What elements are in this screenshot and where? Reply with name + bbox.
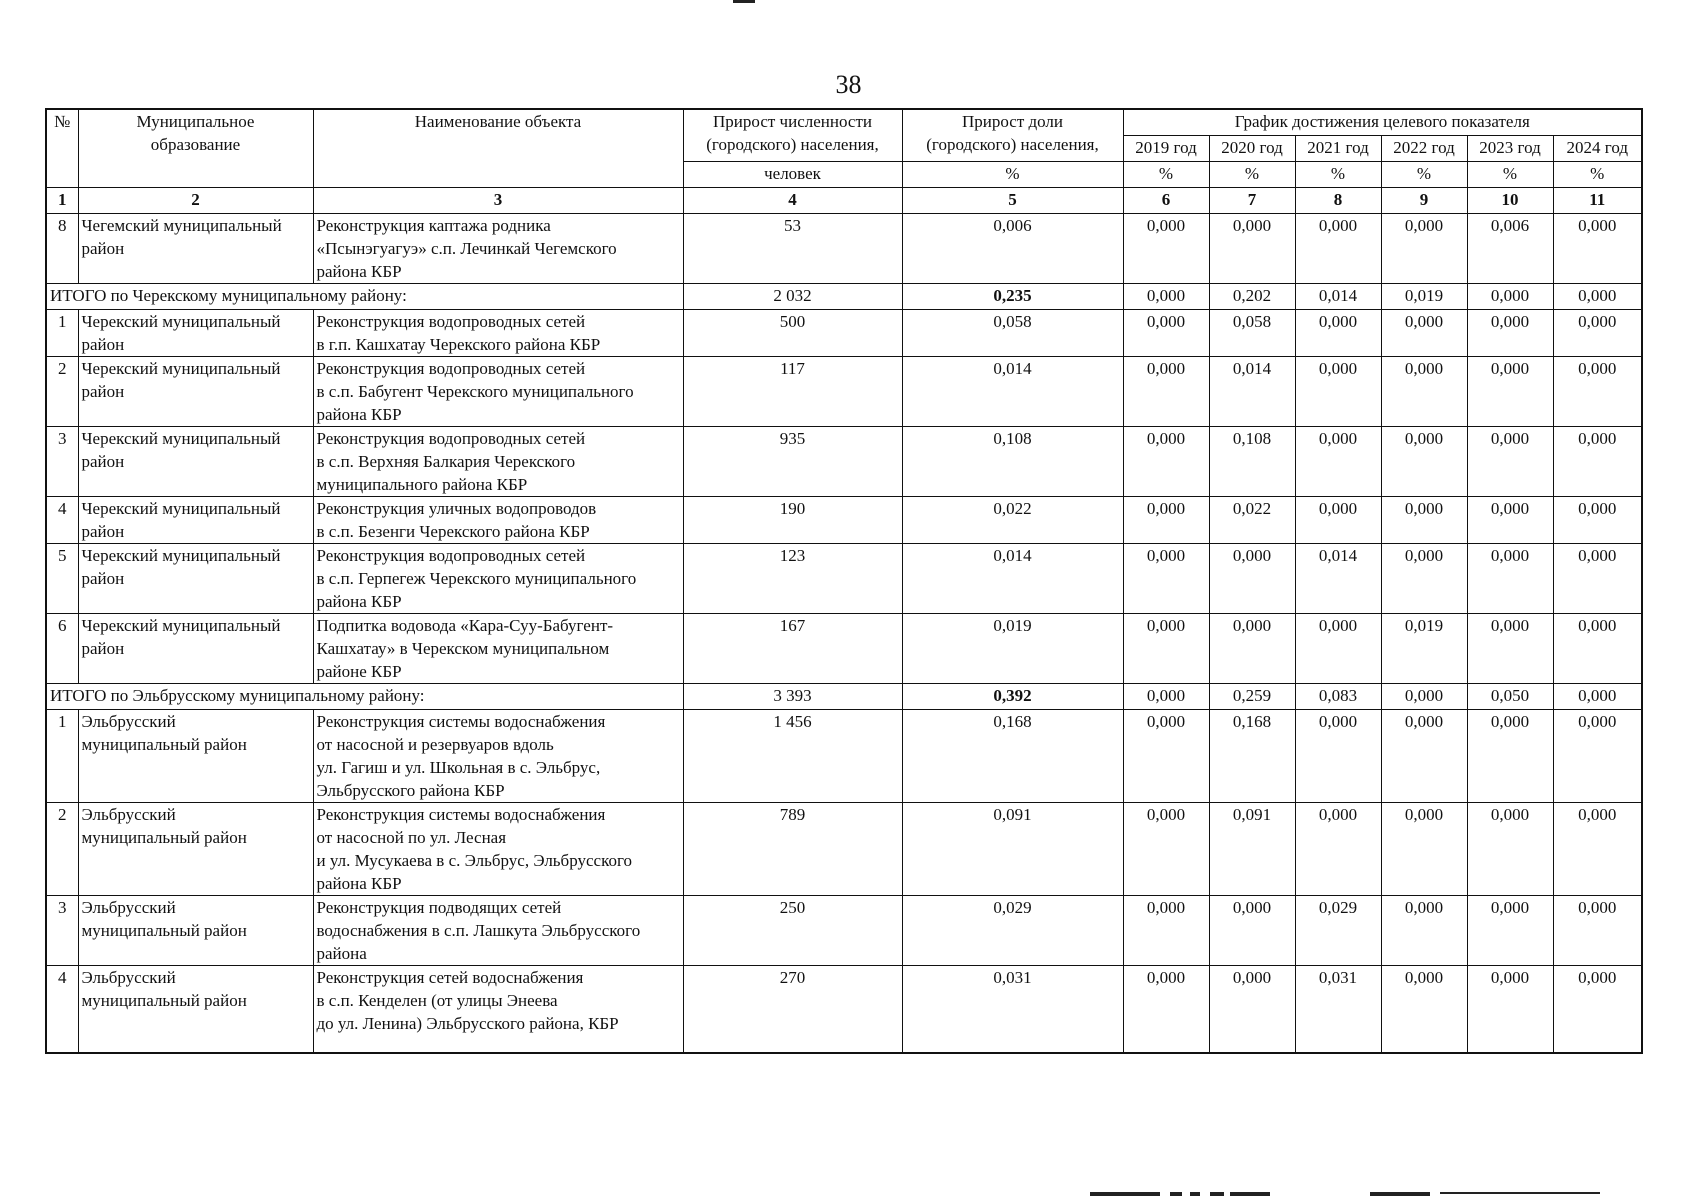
header-share-growth: Прирост доли (городского) населения,: [902, 109, 1123, 161]
year-value-cell: 0,000: [1123, 213, 1209, 283]
year-value-cell: 0,000: [1295, 613, 1381, 683]
year-value-cell: 0,031: [1295, 965, 1381, 1053]
object-row: [46, 543, 1642, 613]
year-value-cell: 0,000: [1553, 683, 1642, 709]
object-row: [46, 895, 1642, 965]
year-value-cell: 0,000: [1553, 283, 1642, 309]
year-value-cell: 0,000: [1553, 309, 1642, 356]
header-municipality: Муниципальное образование: [78, 109, 313, 187]
year-value-cell: 0,091: [1209, 802, 1295, 895]
population-growth-cell: 53: [683, 213, 902, 283]
bottom-edge-marks: [1090, 1192, 1610, 1197]
header-year: 2019 год: [1123, 135, 1209, 161]
year-value-cell: 0,000: [1553, 965, 1642, 1053]
year-value-cell: 0,000: [1123, 683, 1209, 709]
row-number: 1: [46, 709, 78, 802]
year-value-cell: 0,168: [1209, 709, 1295, 802]
year-value-cell: 0,000: [1381, 309, 1467, 356]
year-value-cell: 0,000: [1123, 613, 1209, 683]
header-unit-percent: %: [902, 161, 1123, 187]
year-value-cell: 0,000: [1381, 356, 1467, 426]
share-growth-cell: 0,014: [902, 543, 1123, 613]
object-name-cell: Реконструкция уличных водопроводов в с.п. Безенги Черекского района КБР: [313, 496, 683, 543]
header-unit-percent: %: [1295, 161, 1381, 187]
target-indicator-table: [45, 108, 1643, 1054]
share-growth-cell: 0,014: [902, 356, 1123, 426]
column-number: 2: [78, 187, 313, 213]
municipality-cell: Эльбрусский муниципальный район: [78, 895, 313, 965]
year-value-cell: 0,058: [1209, 309, 1295, 356]
object-name-cell: Реконструкция сетей водоснабжения в с.п. Кенделен (от улицы Энеева до ул. Ленина) Эльбрусского района, КБР: [313, 965, 683, 1053]
year-value-cell: 0,000: [1467, 965, 1553, 1053]
row-number: 5: [46, 543, 78, 613]
year-value-cell: 0,259: [1209, 683, 1295, 709]
year-value-cell: 0,000: [1295, 213, 1381, 283]
share-growth-cell: 0,019: [902, 613, 1123, 683]
year-value-cell: 0,000: [1553, 613, 1642, 683]
total-population-growth: 2 032: [683, 283, 902, 309]
municipality-cell: Эльбрусский муниципальный район: [78, 802, 313, 895]
district-total-row: [46, 283, 1642, 309]
share-growth-cell: 0,091: [902, 802, 1123, 895]
year-value-cell: 0,000: [1123, 895, 1209, 965]
year-value-cell: 0,000: [1381, 496, 1467, 543]
year-value-cell: 0,202: [1209, 283, 1295, 309]
object-name-cell: Реконструкция системы водоснабжения от насосной по ул. Лесная и ул. Мусукаева в с. Эльбрус, Эльбрусского района КБР: [313, 802, 683, 895]
object-row: [46, 309, 1642, 356]
year-value-cell: 0,000: [1209, 895, 1295, 965]
total-label: ИТОГО по Черекскому муниципальному району:: [46, 283, 683, 309]
year-value-cell: 0,000: [1381, 213, 1467, 283]
year-value-cell: 0,050: [1467, 683, 1553, 709]
object-row: [46, 496, 1642, 543]
population-growth-cell: 935: [683, 426, 902, 496]
municipality-cell: Черекский муниципальный район: [78, 613, 313, 683]
municipality-cell: Черекский муниципальный район: [78, 426, 313, 496]
year-value-cell: 0,000: [1553, 709, 1642, 802]
year-value-cell: 0,083: [1295, 683, 1381, 709]
municipality-cell: Черекский муниципальный район: [78, 543, 313, 613]
column-number: 8: [1295, 187, 1381, 213]
year-value-cell: 0,000: [1381, 683, 1467, 709]
year-value-cell: 0,000: [1381, 965, 1467, 1053]
year-value-cell: 0,000: [1467, 802, 1553, 895]
row-number: 2: [46, 356, 78, 426]
header-unit-percent: %: [1467, 161, 1553, 187]
year-value-cell: 0,000: [1553, 802, 1642, 895]
year-value-cell: 0,000: [1123, 709, 1209, 802]
population-growth-cell: 500: [683, 309, 902, 356]
row-number: 1: [46, 309, 78, 356]
year-value-cell: 0,000: [1467, 426, 1553, 496]
object-name-cell: Реконструкция системы водоснабжения от насосной и резервуаров вдоль ул. Гагиш и ул. Школьная в с. Эльбрус, Эльбрусского района КБР: [313, 709, 683, 802]
object-name-cell: Реконструкция каптажа родника «Псынэгуагуэ» с.п. Лечинкай Чегемского района КБР: [313, 213, 683, 283]
year-value-cell: 0,000: [1209, 965, 1295, 1053]
year-value-cell: 0,000: [1295, 309, 1381, 356]
row-number: 3: [46, 426, 78, 496]
row-number: 8: [46, 213, 78, 283]
object-row: [46, 356, 1642, 426]
object-row: [46, 426, 1642, 496]
year-value-cell: 0,000: [1467, 543, 1553, 613]
header-unit-people: человек: [683, 161, 902, 187]
header-year: 2024 год: [1553, 135, 1642, 161]
year-value-cell: 0,000: [1123, 802, 1209, 895]
object-row: [46, 802, 1642, 895]
year-value-cell: 0,014: [1209, 356, 1295, 426]
object-name-cell: Реконструкция водопроводных сетей в г.п. Кашхатау Черекского района КБР: [313, 309, 683, 356]
year-value-cell: 0,014: [1295, 543, 1381, 613]
year-value-cell: 0,000: [1467, 496, 1553, 543]
year-value-cell: 0,019: [1381, 613, 1467, 683]
population-growth-cell: 190: [683, 496, 902, 543]
column-number: 10: [1467, 187, 1553, 213]
district-total-row: [46, 683, 1642, 709]
header-year: 2020 год: [1209, 135, 1295, 161]
total-share-growth: 0,392: [902, 683, 1123, 709]
header-unit-percent: %: [1209, 161, 1295, 187]
municipality-cell: Эльбрусский муниципальный район: [78, 965, 313, 1053]
header-pop-growth: Прирост численности (городского) населения,: [683, 109, 902, 161]
year-value-cell: 0,000: [1381, 895, 1467, 965]
object-name-cell: Реконструкция водопроводных сетей в с.п. Бабугент Черекского муниципального района КБР: [313, 356, 683, 426]
header-year: 2022 год: [1381, 135, 1467, 161]
population-growth-cell: 789: [683, 802, 902, 895]
year-value-cell: 0,000: [1553, 356, 1642, 426]
share-growth-cell: 0,029: [902, 895, 1123, 965]
year-value-cell: 0,000: [1553, 213, 1642, 283]
year-value-cell: 0,000: [1209, 213, 1295, 283]
year-value-cell: 0,000: [1467, 709, 1553, 802]
object-row: [46, 613, 1642, 683]
column-number: 9: [1381, 187, 1467, 213]
year-value-cell: 0,000: [1295, 802, 1381, 895]
page-top-mark: [733, 0, 755, 3]
year-value-cell: 0,022: [1209, 496, 1295, 543]
year-value-cell: 0,000: [1209, 613, 1295, 683]
column-number: 5: [902, 187, 1123, 213]
row-number: 3: [46, 895, 78, 965]
year-value-cell: 0,000: [1553, 543, 1642, 613]
column-numbers-row: [46, 187, 1642, 213]
header-schedule-title: График достижения целевого показателя: [1123, 109, 1642, 135]
population-growth-cell: 167: [683, 613, 902, 683]
object-row: [46, 213, 1642, 283]
year-value-cell: 0,108: [1209, 426, 1295, 496]
row-number: 4: [46, 496, 78, 543]
object-name-cell: Реконструкция водопроводных сетей в с.п. Герпегеж Черекского муниципального района КБР: [313, 543, 683, 613]
header-year: 2023 год: [1467, 135, 1553, 161]
share-growth-cell: 0,058: [902, 309, 1123, 356]
population-growth-cell: 1 456: [683, 709, 902, 802]
column-number: 6: [1123, 187, 1209, 213]
share-growth-cell: 0,006: [902, 213, 1123, 283]
total-population-growth: 3 393: [683, 683, 902, 709]
year-value-cell: 0,000: [1381, 802, 1467, 895]
row-number: 6: [46, 613, 78, 683]
year-value-cell: 0,000: [1123, 356, 1209, 426]
share-growth-cell: 0,108: [902, 426, 1123, 496]
year-value-cell: 0,000: [1295, 709, 1381, 802]
object-row: [46, 709, 1642, 802]
object-name-cell: Подпитка водовода «Кара-Суу-Бабугент- Кашхатау» в Черекском муниципальном районе КБР: [313, 613, 683, 683]
object-name-cell: Реконструкция подводящих сетей водоснабжения в с.п. Лашкута Эльбрусского района: [313, 895, 683, 965]
share-growth-cell: 0,022: [902, 496, 1123, 543]
year-value-cell: 0,000: [1467, 895, 1553, 965]
population-growth-cell: 250: [683, 895, 902, 965]
year-value-cell: 0,000: [1123, 543, 1209, 613]
population-growth-cell: 270: [683, 965, 902, 1053]
population-growth-cell: 117: [683, 356, 902, 426]
year-value-cell: 0,000: [1209, 543, 1295, 613]
page-number: 38: [835, 70, 862, 99]
municipality-cell: Черекский муниципальный район: [78, 309, 313, 356]
year-value-cell: 0,000: [1553, 426, 1642, 496]
year-value-cell: 0,006: [1467, 213, 1553, 283]
year-value-cell: 0,000: [1467, 283, 1553, 309]
municipality-cell: Черекский муниципальный район: [78, 356, 313, 426]
year-value-cell: 0,000: [1123, 309, 1209, 356]
population-growth-cell: 123: [683, 543, 902, 613]
row-number: 2: [46, 802, 78, 895]
column-number: 7: [1209, 187, 1295, 213]
row-number: 4: [46, 965, 78, 1053]
total-share-growth: 0,235: [902, 283, 1123, 309]
header-object-name: Наименование объекта: [313, 109, 683, 187]
municipality-cell: Эльбрусский муниципальный район: [78, 709, 313, 802]
year-value-cell: 0,000: [1123, 426, 1209, 496]
header-num: №: [46, 109, 78, 187]
year-value-cell: 0,000: [1553, 895, 1642, 965]
share-growth-cell: 0,031: [902, 965, 1123, 1053]
year-value-cell: 0,000: [1381, 426, 1467, 496]
year-value-cell: 0,000: [1295, 426, 1381, 496]
object-row: [46, 965, 1642, 1053]
column-number: 4: [683, 187, 902, 213]
total-label: ИТОГО по Эльбрусскому муниципальному району:: [46, 683, 683, 709]
column-number: 11: [1553, 187, 1642, 213]
year-value-cell: 0,000: [1467, 613, 1553, 683]
year-value-cell: 0,000: [1381, 709, 1467, 802]
header-unit-percent: %: [1123, 161, 1209, 187]
header-unit-percent: %: [1381, 161, 1467, 187]
share-growth-cell: 0,168: [902, 709, 1123, 802]
municipality-cell: Черекский муниципальный район: [78, 496, 313, 543]
year-value-cell: 0,000: [1553, 496, 1642, 543]
header-row: [46, 109, 1642, 135]
header-unit-percent: %: [1553, 161, 1642, 187]
year-value-cell: 0,000: [1467, 309, 1553, 356]
year-value-cell: 0,000: [1295, 496, 1381, 543]
year-value-cell: 0,000: [1123, 283, 1209, 309]
municipality-cell: Чегемский муниципальный район: [78, 213, 313, 283]
year-value-cell: 0,000: [1123, 965, 1209, 1053]
year-value-cell: 0,000: [1123, 496, 1209, 543]
object-name-cell: Реконструкция водопроводных сетей в с.п. Верхняя Балкария Черекского муниципального района КБР: [313, 426, 683, 496]
header-year: 2021 год: [1295, 135, 1381, 161]
year-value-cell: 0,029: [1295, 895, 1381, 965]
column-number: 1: [46, 187, 78, 213]
year-value-cell: 0,000: [1295, 356, 1381, 426]
year-value-cell: 0,000: [1381, 543, 1467, 613]
year-value-cell: 0,000: [1467, 356, 1553, 426]
column-number: 3: [313, 187, 683, 213]
year-value-cell: 0,019: [1381, 283, 1467, 309]
year-value-cell: 0,014: [1295, 283, 1381, 309]
